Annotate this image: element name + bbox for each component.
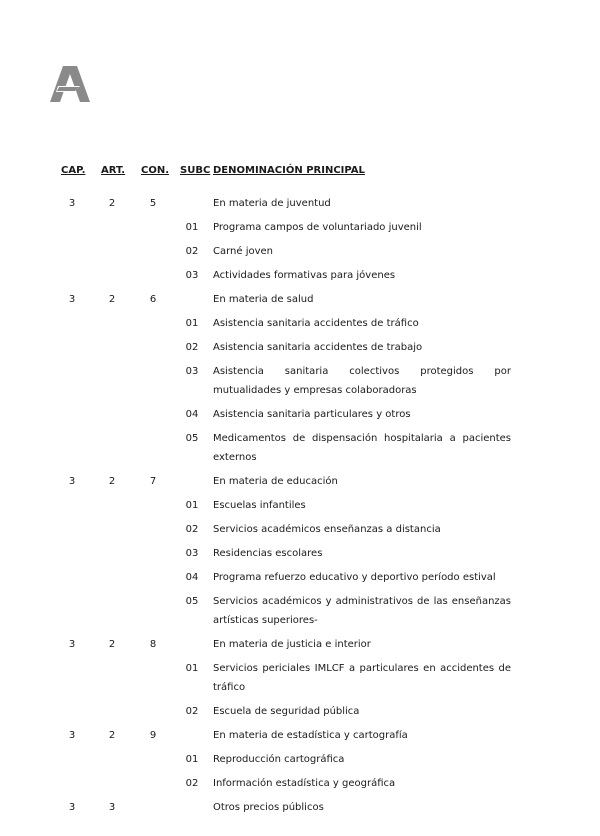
cell-con: 7 — [149, 476, 157, 487]
table-row — [0, 314, 600, 338]
table-row — [0, 635, 600, 659]
header-cap: CAP. — [61, 165, 86, 176]
table-row — [0, 405, 600, 429]
cell-subc: 01 — [185, 318, 199, 329]
cell-subc: 01 — [185, 754, 199, 765]
cell-denominacion: Asistencia sanitaria accidentes de tráfico — [213, 318, 419, 329]
table-row — [0, 266, 600, 290]
cell-cap: 3 — [68, 639, 76, 650]
table-row — [0, 290, 600, 314]
cell-subc: 03 — [185, 548, 199, 559]
table-row — [0, 750, 600, 774]
table-row — [0, 429, 600, 472]
cell-denominacion: Escuela de seguridad pública — [213, 706, 360, 717]
cell-denominacion: Residencias escolares — [213, 548, 323, 559]
cell-art: 2 — [108, 639, 116, 650]
cell-subc: 03 — [185, 270, 199, 281]
cell-denominacion: Medicamentos de dispensación hospitalaria a pacientes externos — [213, 433, 511, 463]
cell-denominacion: Servicios periciales IMLCF a particulares en accidentes de tráfico — [213, 663, 511, 693]
cell-subc: 03 — [185, 366, 199, 377]
table-row — [0, 472, 600, 496]
table-row — [0, 592, 600, 635]
table-row — [0, 726, 600, 750]
cell-cap: 3 — [68, 294, 76, 305]
cell-subc: 02 — [185, 706, 199, 717]
cell-con: 9 — [149, 730, 157, 741]
cell-art: 2 — [108, 476, 116, 487]
cell-denominacion: Reproducción cartográfica — [213, 754, 345, 765]
table-row — [0, 568, 600, 592]
cell-subc: 05 — [185, 596, 199, 607]
cell-con: 6 — [149, 294, 157, 305]
table-row — [0, 338, 600, 362]
table-row — [0, 659, 600, 702]
cell-subc: 01 — [185, 663, 199, 674]
cell-subc: 01 — [185, 500, 199, 511]
cell-art: 3 — [108, 802, 116, 813]
cell-denominacion: Servicios académicos y administrativos de las enseñanzas artísticas superiores- — [213, 596, 511, 626]
table-row — [0, 774, 600, 798]
table-row — [0, 218, 600, 242]
cell-subc: 05 — [185, 433, 199, 444]
cell-subc: 02 — [185, 778, 199, 789]
table-row — [0, 242, 600, 266]
cell-art: 2 — [108, 294, 116, 305]
cell-denominacion: Información estadística y geográfica — [213, 778, 396, 789]
cell-denominacion: En materia de juventud — [213, 198, 331, 209]
cell-denominacion: En materia de justicia e interior — [213, 639, 371, 650]
table-row — [0, 496, 600, 520]
header-con: CON. — [141, 165, 170, 176]
cell-denominacion: En materia de salud — [213, 294, 314, 305]
table-row — [0, 362, 600, 405]
cell-cap: 3 — [68, 730, 76, 741]
table-row — [0, 798, 600, 822]
table-row — [0, 520, 600, 544]
table-row — [0, 194, 600, 218]
cell-denominacion: Escuelas infantiles — [213, 500, 306, 511]
cell-denominacion: Servicios académicos enseñanzas a distancia — [213, 524, 441, 535]
cell-denominacion: Asistencia sanitaria accidentes de trabajo — [213, 342, 423, 353]
cell-denominacion: Programa refuerzo educativo y deportivo período estival — [213, 572, 496, 583]
cell-denominacion: Otros precios públicos — [213, 802, 324, 813]
cell-denominacion: En materia de educación — [213, 476, 338, 487]
cell-con: 8 — [149, 639, 157, 650]
andalucia-logo-icon — [50, 66, 90, 102]
table-body — [0, 194, 600, 822]
table-row — [0, 702, 600, 726]
cell-subc: 04 — [185, 572, 199, 583]
cell-subc: 02 — [185, 246, 199, 257]
cell-denominacion: Carné joven — [213, 246, 274, 257]
cell-subc: 02 — [185, 524, 199, 535]
cell-cap: 3 — [68, 802, 76, 813]
cell-subc: 01 — [185, 222, 199, 233]
cell-subc: 02 — [185, 342, 199, 353]
cell-subc: 04 — [185, 409, 199, 420]
cell-cap: 3 — [68, 476, 76, 487]
header-art: ART. — [101, 165, 126, 176]
header-denominacion: DENOMINACIÓN PRINCIPAL — [213, 165, 365, 176]
table-row — [0, 544, 600, 568]
table-header — [0, 165, 600, 181]
cell-denominacion: Actividades formativas para jóvenes — [213, 270, 396, 281]
cell-denominacion: Asistencia sanitaria particulares y otros — [213, 409, 411, 420]
header-subc: SUBC — [180, 165, 211, 176]
cell-cap: 3 — [68, 198, 76, 209]
cell-con: 5 — [149, 198, 157, 209]
cell-denominacion: En materia de estadística y cartografía — [213, 730, 408, 741]
cell-denominacion: Asistencia sanitaria colectivos protegidos por mutualidades y empresas colaboradoras — [213, 366, 511, 396]
cell-denominacion: Programa campos de voluntariado juvenil — [213, 222, 422, 233]
cell-art: 2 — [108, 730, 116, 741]
cell-art: 2 — [108, 198, 116, 209]
